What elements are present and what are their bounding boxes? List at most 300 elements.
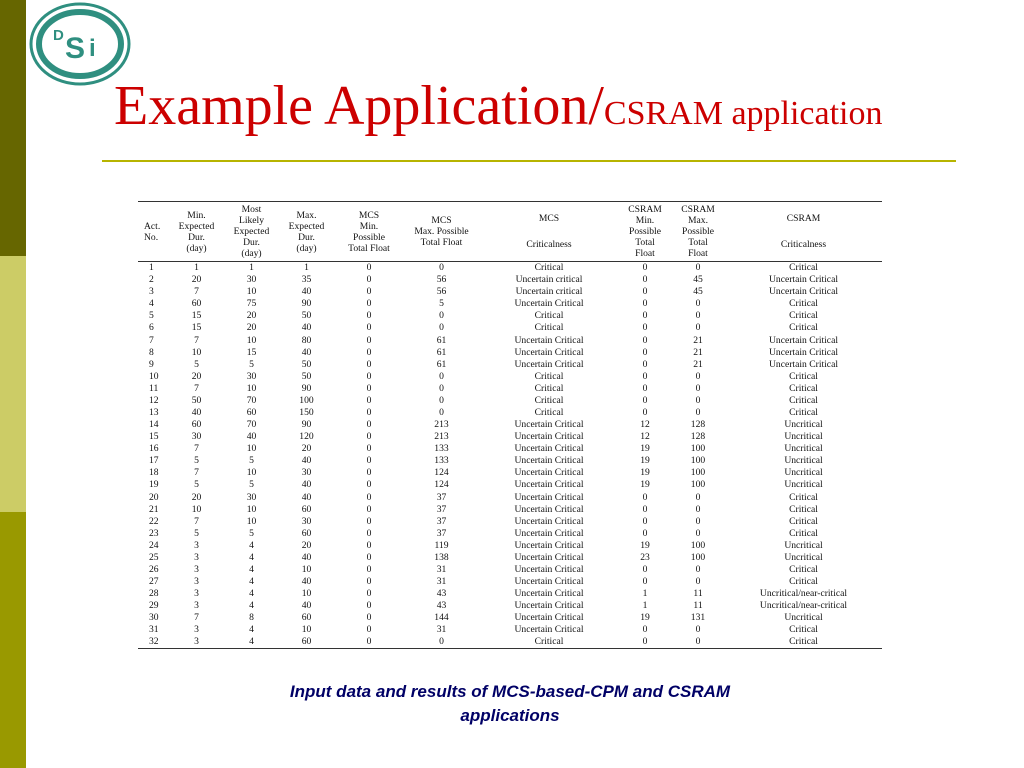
cell-mcs-criticalness: Uncertain Critical <box>514 346 584 358</box>
table-row <box>138 527 882 539</box>
cell-min-dur: 60 <box>191 419 202 431</box>
header-line: Most <box>241 204 262 215</box>
cell-csram-criticalness: Critical <box>789 406 818 418</box>
cell-most-likely-dur: 70 <box>246 394 257 406</box>
cell-csram-max-float: 21 <box>693 358 703 370</box>
cell-min-dur: 7 <box>194 612 199 624</box>
cell-mcs-max-float: 37 <box>436 527 447 539</box>
cell-most-likely-dur: 10 <box>246 503 257 515</box>
cell-min-dur: 3 <box>194 588 199 600</box>
cell-min-dur: 3 <box>194 600 199 612</box>
cell-mcs-criticalness: Critical <box>534 636 564 648</box>
cell-act-no: 5 <box>149 310 154 322</box>
sidebar-stripe-middle <box>0 256 26 512</box>
cell-mcs-criticalness: Critical <box>534 406 564 418</box>
cell-act-no: 24 <box>149 539 159 551</box>
table-row <box>138 636 882 648</box>
cell-act-no: 1 <box>149 262 154 274</box>
cell-csram-min-float: 0 <box>642 310 648 322</box>
cell-csram-min-float: 0 <box>642 382 648 394</box>
cell-mcs-min-float: 0 <box>366 431 372 443</box>
cell-mcs-min-float: 0 <box>366 286 372 298</box>
table-row <box>138 467 882 479</box>
cell-csram-criticalness: Uncritical <box>784 467 823 479</box>
cell-csram-max-float: 11 <box>693 600 703 612</box>
header-line: CSRAM <box>681 204 715 215</box>
cell-csram-max-float: 0 <box>695 406 701 418</box>
cell-act-no: 18 <box>149 467 159 479</box>
cell-act-no: 21 <box>149 503 159 515</box>
table-row <box>138 624 882 636</box>
cell-csram-criticalness: Uncertain Critical <box>769 286 838 298</box>
header-line: (day) <box>296 242 317 254</box>
cell-csram-max-float: 100 <box>690 539 706 551</box>
cell-most-likely-dur: 5 <box>249 358 254 370</box>
header-line: Possible <box>682 226 714 237</box>
cell-mcs-max-float: 124 <box>434 467 449 479</box>
cell-mcs-criticalness: Uncertain Critical <box>514 443 584 455</box>
cell-act-no: 28 <box>149 588 159 600</box>
logo-letter-i: i <box>89 35 96 62</box>
cell-csram-max-float: 0 <box>695 298 701 310</box>
cell-csram-criticalness: Uncritical <box>784 612 823 624</box>
table-row <box>138 612 882 624</box>
cell-csram-min-float: 0 <box>642 563 648 575</box>
cell-csram-min-float: 19 <box>640 539 650 551</box>
cell-most-likely-dur: 5 <box>249 455 254 467</box>
cell-csram-max-float: 45 <box>693 274 703 286</box>
cell-mcs-max-float: 61 <box>436 334 447 346</box>
cell-min-dur: 7 <box>194 286 199 298</box>
cell-mcs-criticalness: Uncertain Critical <box>514 539 584 551</box>
cell-mcs-criticalness: Uncertain Critical <box>514 358 584 370</box>
cell-mcs-min-float: 0 <box>366 588 372 600</box>
slide-title-sub: CSRAM application <box>603 95 883 132</box>
cell-csram-criticalness: Critical <box>789 624 818 636</box>
cell-mcs-criticalness: Uncertain Critical <box>514 455 584 467</box>
cell-mcs-criticalness: Critical <box>534 370 564 382</box>
table-row <box>138 431 882 443</box>
cell-most-likely-dur: 10 <box>246 334 257 346</box>
cell-csram-max-float: 21 <box>693 334 703 346</box>
cell-mcs-min-float: 0 <box>366 527 372 539</box>
cell-csram-criticalness: Critical <box>789 322 818 334</box>
cell-mcs-min-float: 0 <box>366 394 372 406</box>
cell-max-dur: 40 <box>301 551 312 563</box>
header-line: Criticalness <box>526 238 572 250</box>
cell-mcs-min-float: 0 <box>366 406 372 418</box>
header-line: Possible <box>629 226 661 237</box>
cell-mcs-criticalness: Uncertain critical <box>515 286 583 298</box>
cell-min-dur: 10 <box>191 503 202 515</box>
cell-csram-criticalness: Uncritical <box>784 539 823 551</box>
cell-csram-min-float: 0 <box>642 527 648 539</box>
cell-mcs-max-float: 61 <box>436 358 447 370</box>
cell-mcs-max-float: 119 <box>434 539 449 551</box>
cell-csram-criticalness: Uncertain Critical <box>769 346 838 358</box>
cell-csram-max-float: 0 <box>695 576 701 588</box>
table-row <box>138 491 882 503</box>
cell-max-dur: 20 <box>301 539 312 551</box>
cell-mcs-min-float: 0 <box>366 310 372 322</box>
header-csram-min-float <box>619 202 671 262</box>
cell-csram-max-float: 0 <box>695 503 701 515</box>
cell-mcs-max-float: 31 <box>436 624 447 636</box>
cell-most-likely-dur: 5 <box>249 479 254 491</box>
cell-act-no: 14 <box>149 419 159 431</box>
cell-mcs-min-float: 0 <box>366 262 372 274</box>
cell-csram-min-float: 1 <box>642 600 648 612</box>
cell-act-no: 13 <box>149 406 159 418</box>
cell-max-dur: 40 <box>301 322 312 334</box>
table-row <box>138 346 882 358</box>
cell-csram-min-float: 0 <box>642 358 648 370</box>
cell-max-dur: 40 <box>301 491 312 503</box>
header-line: Float <box>635 248 655 259</box>
cell-max-dur: 120 <box>299 431 314 443</box>
cell-mcs-max-float: 61 <box>436 346 447 358</box>
cell-csram-criticalness: Uncritical <box>784 431 823 443</box>
cell-min-dur: 15 <box>191 322 202 334</box>
header-line: Min. <box>187 209 206 221</box>
table-row <box>138 310 882 322</box>
cell-csram-max-float: 0 <box>695 310 701 322</box>
cell-mcs-criticalness: Uncertain Critical <box>514 334 584 346</box>
cell-csram-min-float: 0 <box>642 406 648 418</box>
header-mcs-min-float <box>334 202 404 262</box>
cell-mcs-max-float: 37 <box>436 515 447 527</box>
cell-most-likely-dur: 20 <box>246 322 257 334</box>
cell-most-likely-dur: 4 <box>249 539 254 551</box>
cell-most-likely-dur: 4 <box>249 624 254 636</box>
cell-max-dur: 60 <box>301 527 312 539</box>
table-header-row <box>138 202 882 262</box>
cell-act-no: 11 <box>149 382 159 394</box>
cell-csram-criticalness: Uncertain Critical <box>769 358 838 370</box>
cell-csram-max-float: 0 <box>695 322 701 334</box>
cell-csram-criticalness: Uncritical <box>784 551 823 563</box>
cell-min-dur: 20 <box>191 491 202 503</box>
cell-mcs-min-float: 0 <box>366 563 372 575</box>
cell-mcs-min-float: 0 <box>366 443 372 455</box>
cell-csram-min-float: 0 <box>642 370 648 382</box>
cell-act-no: 30 <box>149 612 159 624</box>
header-line: Criticalness <box>780 238 827 250</box>
cell-mcs-max-float: 0 <box>439 370 444 382</box>
header-mcs-max-float <box>404 202 479 262</box>
cell-mcs-max-float: 133 <box>434 455 449 467</box>
cell-min-dur: 3 <box>194 563 199 575</box>
cell-max-dur: 50 <box>301 370 312 382</box>
cell-csram-min-float: 19 <box>640 612 650 624</box>
cell-csram-min-float: 19 <box>640 467 650 479</box>
cell-max-dur: 40 <box>301 479 312 491</box>
cell-mcs-max-float: 31 <box>436 563 447 575</box>
cell-mcs-min-float: 0 <box>366 600 372 612</box>
table-body <box>138 262 882 649</box>
cell-act-no: 31 <box>149 624 159 636</box>
cell-csram-min-float: 0 <box>642 274 648 286</box>
cell-mcs-max-float: 0 <box>439 636 444 648</box>
header-line: Min. <box>635 215 655 226</box>
cell-mcs-max-float: 56 <box>436 274 447 286</box>
cell-csram-criticalness: Uncritical <box>784 419 823 431</box>
header-line: MCS <box>538 212 560 224</box>
cell-mcs-max-float: 0 <box>439 322 444 334</box>
cell-min-dur: 3 <box>194 551 199 563</box>
cell-max-dur: 40 <box>301 286 312 298</box>
table-row <box>138 576 882 588</box>
cell-csram-criticalness: Uncertain Critical <box>769 274 838 286</box>
caption-line-2: applications <box>460 706 560 725</box>
table-row <box>138 274 882 286</box>
cell-min-dur: 5 <box>194 479 199 491</box>
cell-most-likely-dur: 10 <box>246 382 257 394</box>
cell-most-likely-dur: 30 <box>246 491 257 503</box>
cell-csram-max-float: 21 <box>693 346 703 358</box>
table-row <box>138 600 882 612</box>
cell-mcs-min-float: 0 <box>366 636 372 648</box>
cell-mcs-min-float: 0 <box>366 624 372 636</box>
cell-mcs-criticalness: Critical <box>534 322 564 334</box>
header-csram-max-float <box>671 202 725 262</box>
table-row <box>138 515 882 527</box>
table-caption <box>180 680 840 728</box>
cell-csram-max-float: 100 <box>690 455 706 467</box>
header-line: Total <box>688 237 708 248</box>
cell-mcs-min-float: 0 <box>366 298 372 310</box>
cell-csram-criticalness: Critical <box>789 527 818 539</box>
header-line: MCS <box>358 209 380 221</box>
cell-min-dur: 7 <box>194 443 199 455</box>
cell-csram-max-float: 128 <box>690 431 706 443</box>
table-row <box>138 588 882 600</box>
cell-csram-criticalness: Critical <box>789 515 818 527</box>
header-line: Float <box>688 248 708 259</box>
cell-mcs-max-float: 0 <box>439 382 444 394</box>
cell-csram-min-float: 1 <box>642 588 648 600</box>
cell-csram-max-float: 0 <box>695 262 701 274</box>
cell-mcs-min-float: 0 <box>366 576 372 588</box>
cell-min-dur: 3 <box>194 636 199 648</box>
cell-mcs-max-float: 213 <box>434 431 449 443</box>
cell-mcs-min-float: 0 <box>366 612 372 624</box>
header-line: Act. <box>144 220 161 232</box>
cell-mcs-min-float: 0 <box>366 467 372 479</box>
cell-csram-max-float: 131 <box>690 612 706 624</box>
cell-max-dur: 50 <box>301 310 312 322</box>
header-line: Dur. <box>243 237 260 248</box>
table-row <box>138 563 882 575</box>
cell-csram-min-float: 19 <box>640 455 650 467</box>
cell-mcs-min-float: 0 <box>366 455 372 467</box>
table-row <box>138 358 882 370</box>
cell-mcs-min-float: 0 <box>366 419 372 431</box>
cell-max-dur: 20 <box>301 443 312 455</box>
cell-most-likely-dur: 4 <box>249 576 254 588</box>
cell-mcs-criticalness: Uncertain Critical <box>514 600 584 612</box>
cell-mcs-max-float: 37 <box>436 491 447 503</box>
cell-mcs-max-float: 0 <box>439 406 444 418</box>
cell-mcs-criticalness: Uncertain Critical <box>514 612 584 624</box>
cell-mcs-max-float: 43 <box>436 600 447 612</box>
cell-min-dur: 60 <box>191 298 202 310</box>
cell-max-dur: 35 <box>301 274 312 286</box>
cell-most-likely-dur: 10 <box>246 286 257 298</box>
cell-most-likely-dur: 60 <box>246 406 257 418</box>
cell-csram-min-float: 0 <box>642 298 648 310</box>
cell-csram-max-float: 0 <box>695 563 701 575</box>
cell-mcs-criticalness: Uncertain Critical <box>514 491 584 503</box>
cell-mcs-criticalness: Critical <box>534 262 564 274</box>
cell-csram-criticalness: Critical <box>789 563 818 575</box>
header-line: Expected <box>233 226 270 237</box>
cell-mcs-max-float: 5 <box>439 298 444 310</box>
cell-most-likely-dur: 4 <box>249 636 254 648</box>
cell-act-no: 9 <box>149 358 154 370</box>
header-line: No. <box>144 231 159 243</box>
cell-max-dur: 100 <box>299 394 314 406</box>
cell-mcs-criticalness: Uncertain Critical <box>514 503 584 515</box>
cell-csram-criticalness: Uncritical <box>784 443 823 455</box>
cell-csram-max-float: 0 <box>695 394 701 406</box>
header-line: Dur. <box>188 231 205 243</box>
cell-act-no: 32 <box>149 636 159 648</box>
cell-min-dur: 7 <box>194 334 199 346</box>
cell-csram-max-float: 0 <box>695 636 701 648</box>
header-line: (day) <box>186 242 207 254</box>
cell-mcs-max-float: 31 <box>436 576 447 588</box>
cell-mcs-criticalness: Uncertain Critical <box>514 298 584 310</box>
cell-min-dur: 30 <box>191 431 202 443</box>
cell-mcs-min-float: 0 <box>366 491 372 503</box>
cell-mcs-min-float: 0 <box>366 274 372 286</box>
cell-csram-criticalness: Uncertain Critical <box>769 334 838 346</box>
cell-act-no: 27 <box>149 576 159 588</box>
cell-csram-min-float: 23 <box>640 551 650 563</box>
cell-max-dur: 90 <box>301 382 312 394</box>
table-row <box>138 419 882 431</box>
header-line: Min. <box>359 220 379 232</box>
cell-csram-criticalness: Critical <box>789 310 818 322</box>
cell-csram-criticalness: Uncritical <box>784 455 823 467</box>
cell-csram-criticalness: Uncritical <box>784 479 823 491</box>
header-most-likely-dur <box>224 202 279 262</box>
cell-mcs-min-float: 0 <box>366 370 372 382</box>
cell-act-no: 23 <box>149 527 159 539</box>
cell-mcs-min-float: 0 <box>366 515 372 527</box>
cell-act-no: 4 <box>149 298 154 310</box>
cell-act-no: 3 <box>149 286 154 298</box>
cell-max-dur: 60 <box>301 636 312 648</box>
slide-title-main: Example Application/ <box>114 75 604 137</box>
slide-title <box>114 75 883 137</box>
cell-csram-min-float: 0 <box>642 624 648 636</box>
header-line: MCS <box>431 215 452 226</box>
cell-mcs-min-float: 0 <box>366 358 372 370</box>
header-line: Expected <box>178 220 215 232</box>
cell-csram-criticalness: Uncritical/near-critical <box>759 588 848 600</box>
cell-mcs-min-float: 0 <box>366 334 372 346</box>
logo-letter-s: S <box>65 32 86 65</box>
cell-act-no: 7 <box>149 334 154 346</box>
cell-csram-max-float: 100 <box>690 479 706 491</box>
cell-max-dur: 50 <box>301 358 312 370</box>
cell-most-likely-dur: 4 <box>249 551 254 563</box>
cell-most-likely-dur: 20 <box>246 310 257 322</box>
table-row <box>138 370 882 382</box>
cell-csram-max-float: 0 <box>695 491 701 503</box>
cell-max-dur: 10 <box>301 624 312 636</box>
cell-mcs-min-float: 0 <box>366 479 372 491</box>
cell-most-likely-dur: 30 <box>246 274 257 286</box>
sidebar-stripe-bottom <box>0 512 26 768</box>
cell-min-dur: 3 <box>194 576 199 588</box>
cell-min-dur: 50 <box>191 394 202 406</box>
cell-csram-criticalness: Critical <box>789 394 818 406</box>
cell-min-dur: 10 <box>191 346 202 358</box>
cell-mcs-max-float: 124 <box>434 479 449 491</box>
cell-most-likely-dur: 5 <box>249 527 254 539</box>
cell-csram-min-float: 0 <box>642 515 648 527</box>
table-row <box>138 539 882 551</box>
cell-act-no: 10 <box>149 370 159 382</box>
cell-most-likely-dur: 1 <box>249 262 254 274</box>
header-line: Likely <box>238 215 265 226</box>
header-line: Total <box>635 237 655 248</box>
cell-csram-criticalness: Critical <box>789 576 818 588</box>
cell-max-dur: 60 <box>301 503 312 515</box>
table-row <box>138 455 882 467</box>
cell-csram-max-float: 128 <box>690 419 706 431</box>
cell-csram-min-float: 0 <box>642 394 648 406</box>
cell-min-dur: 3 <box>194 539 199 551</box>
cell-max-dur: 90 <box>301 298 312 310</box>
cell-min-dur: 7 <box>194 515 199 527</box>
cell-act-no: 15 <box>149 431 159 443</box>
cell-act-no: 20 <box>149 491 159 503</box>
cell-mcs-max-float: 133 <box>434 443 449 455</box>
cell-csram-max-float: 0 <box>695 624 701 636</box>
header-line: Total Float <box>420 237 463 248</box>
cell-mcs-min-float: 0 <box>366 346 372 358</box>
table-row <box>138 382 882 394</box>
caption-line-1: Input data and results of MCS-based-CPM and CSRAM <box>289 682 731 701</box>
cell-csram-min-float: 0 <box>642 503 648 515</box>
header-line: Max. <box>688 215 708 226</box>
header-max-dur <box>279 202 334 262</box>
cell-most-likely-dur: 4 <box>249 588 254 600</box>
cell-mcs-max-float: 138 <box>434 551 449 563</box>
results-table-container <box>138 201 882 649</box>
cell-most-likely-dur: 10 <box>246 467 257 479</box>
cell-most-likely-dur: 40 <box>246 431 257 443</box>
cell-mcs-criticalness: Uncertain critical <box>515 274 583 286</box>
cell-most-likely-dur: 4 <box>249 600 254 612</box>
cell-act-no: 26 <box>149 563 159 575</box>
cell-min-dur: 5 <box>194 455 199 467</box>
cell-mcs-criticalness: Uncertain Critical <box>514 479 584 491</box>
table-row <box>138 394 882 406</box>
cell-mcs-criticalness: Uncertain Critical <box>514 527 584 539</box>
cell-mcs-criticalness: Uncertain Critical <box>514 576 584 588</box>
cell-csram-min-float: 0 <box>642 286 648 298</box>
cell-csram-criticalness: Critical <box>789 298 818 310</box>
cell-mcs-criticalness: Uncertain Critical <box>514 515 584 527</box>
cell-csram-criticalness: Critical <box>789 262 818 274</box>
table-row <box>138 322 882 334</box>
cell-mcs-max-float: 0 <box>439 394 444 406</box>
